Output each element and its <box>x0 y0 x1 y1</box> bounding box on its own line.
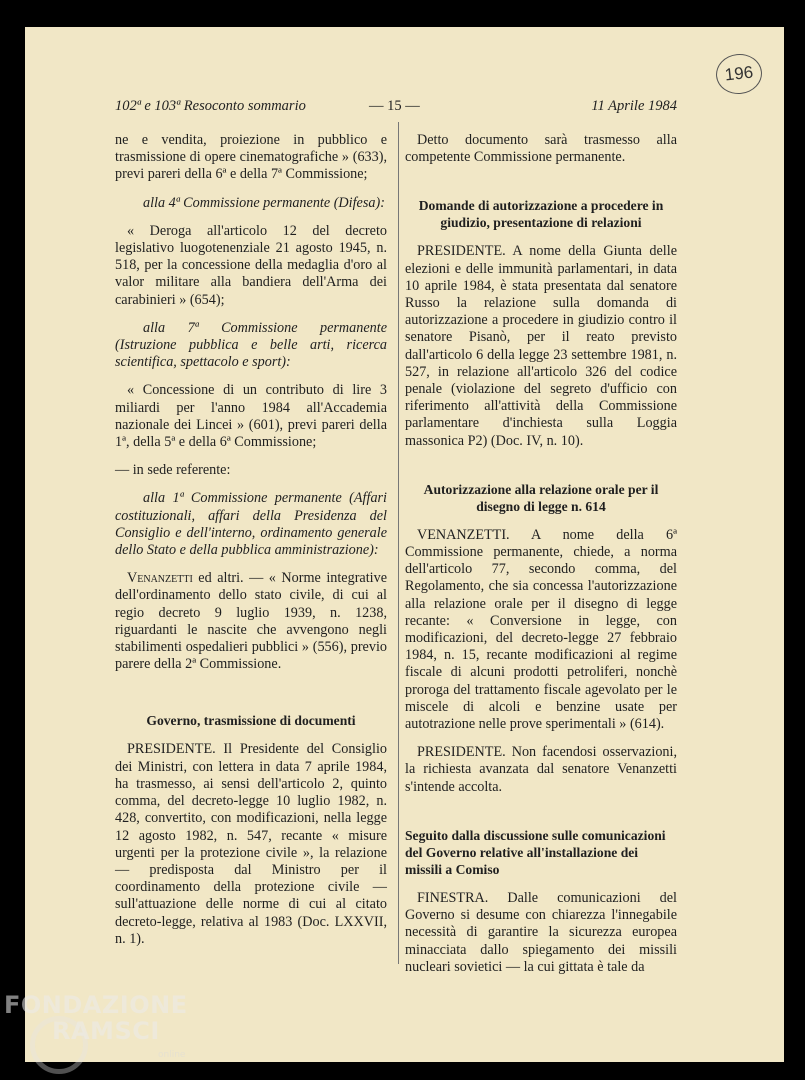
paragraph-bill <box>115 570 387 673</box>
paragraph: ne e vendita, proiezione in pubblico e trasmissione di opere cinematografiche » (633), previ pareri della 6ª e della 7ª Commissione; <box>115 132 387 183</box>
speaker-name: Venanzetti <box>127 570 193 587</box>
right-column <box>405 132 677 987</box>
watermark-line: RAMSCI <box>52 1017 160 1045</box>
paragraph-commission: alla 7ª Commissione permanente (Istruzione pubblica e belle arti, ricerca scientifica, spettacolo e sport): <box>115 319 387 371</box>
paragraph: FINESTRA. Dalle comunicazioni del Governo si desume con chiarezza l'innegabile necessità di garantire la sicurezza europea minacciata dallo spiegamento dei missili nucleari sovietici — la cui gittata è tale da <box>405 889 677 975</box>
section-heading: Autorizzazione alla relazione orale per il disegno di legge n. 614 <box>423 481 659 514</box>
bill-text: ed altri. — « Norme integrative dell'ordinamento dello stato civile, di cui al regio decreto 9 luglio 1939, n. 1238, riguardanti le nascite che avvengono negli stabilimenti ospedalieri pubblici » (556), previo parere della 2ª Commissione. <box>115 570 387 673</box>
header-session: 102ª e 103ª Resoconto sommario <box>115 98 306 114</box>
paragraph: VENANZETTI. A nome della 6ª Commissione permanente, chiede, a norma dell'articolo 77, secondo comma, del Regolamento, che sia concessa l'autorizzazione alla relazione orale per il disegno di legge recante: « Conversione in legge, con modificazioni, del decreto-legge 27 febbraio 1984, n. 15, recante modificazioni al regime fiscale di alcuni prodotti petroliferi, nonchè proroga del trattamento fiscale agevolato per le miscele di alcoli e benzine usate per autotrazione nelle prove sperimentali » (614). <box>405 526 677 733</box>
section-heading: Seguito dalla discussione sulle comunicazioni del Governo relative all'installazione dei missili a Comiso <box>405 827 666 877</box>
paragraph: PRESIDENTE. A nome della Giunta delle elezioni e delle immunità parlamentari, in data 10 aprile 1984, è stata presentata dal senatore Russo la relazione sulla domanda di autorizzazione a procedere in giudizio contro il senatore Pisanò, per il reato previsto dall'articolo 6 della legge 23 settembre 1981, n. 527, in relazione all'articolo 326 del codice penale (violazione del segreto d'ufficio con riferimento all'attività della Commissione parlamentare d'inchiesta sulla Loggia massonica P2) (Doc. IV, n. 10). <box>405 243 677 449</box>
paragraph: PRESIDENTE. Il Presidente del Consiglio dei Ministri, con lettera in data 7 aprile 1984, ha trasmesso, ai sensi dell'articolo 2, quinto comma, del decreto-legge 10 luglio 1982, n. 428, convertito, con modificazioni, nella legge 12 agosto 1982, n. 547, recante « misure urgenti per la protezione civile », la relazione — predisposta dal Ministro per il coordinamento della protezione civile — sull'attuazione delle norme di cui al citato decreto-legge, relativa al 1983 (Doc. LXXVII, n. 1). <box>115 741 387 947</box>
header-page-number: — 15 — <box>369 98 420 114</box>
paragraph: « Concessione di un contributo di lire 3 miliardi per l'anno 1984 all'Accademia nazionale dei Lincei » (601), previ pareri della 1ª, della 5ª e della 6ª Commissione; <box>115 382 387 451</box>
column-divider <box>398 122 399 964</box>
paragraph-commission: alla 4ª Commissione permanente (Difesa): <box>143 194 385 211</box>
left-column <box>115 132 387 959</box>
paragraph: « Deroga all'articolo 12 del decreto legislativo luogotenenziale 21 agosto 1945, n. 518, per la concessione della medaglia d'oro al valor militare alla bandiera dell'Arma dei carabinieri » (654); <box>115 222 387 308</box>
watermark-line: FONDAZIONE <box>4 991 188 1019</box>
paragraph-referente: — in sede referente: <box>115 462 231 479</box>
paragraph: PRESIDENTE. Non facendosi osservazioni, la richiesta avanzata dal senatore Venanzetti s'intende accolta. <box>405 744 677 795</box>
section-heading: Governo, trasmissione di documenti <box>146 713 356 729</box>
archive-page-stamp: 196 <box>714 52 764 97</box>
watermark-logo <box>4 992 188 1044</box>
section-heading: Domande di autorizzazione a procedere in giudizio, presentazione di relazioni <box>418 198 664 231</box>
paragraph-commission: alla 1ª Commissione permanente (Affari costituzionali, affari della Presidenza del Consiglio e dell'interno, ordinamento generale dello Stato e della pubblica amministrazione): <box>115 490 387 559</box>
watermark-subtitle: online <box>158 1050 186 1060</box>
header-date: 11 Aprile 1984 <box>591 98 677 114</box>
paragraph: Detto documento sarà trasmesso alla competente Commissione permanente. <box>405 132 677 166</box>
running-header <box>115 98 677 118</box>
